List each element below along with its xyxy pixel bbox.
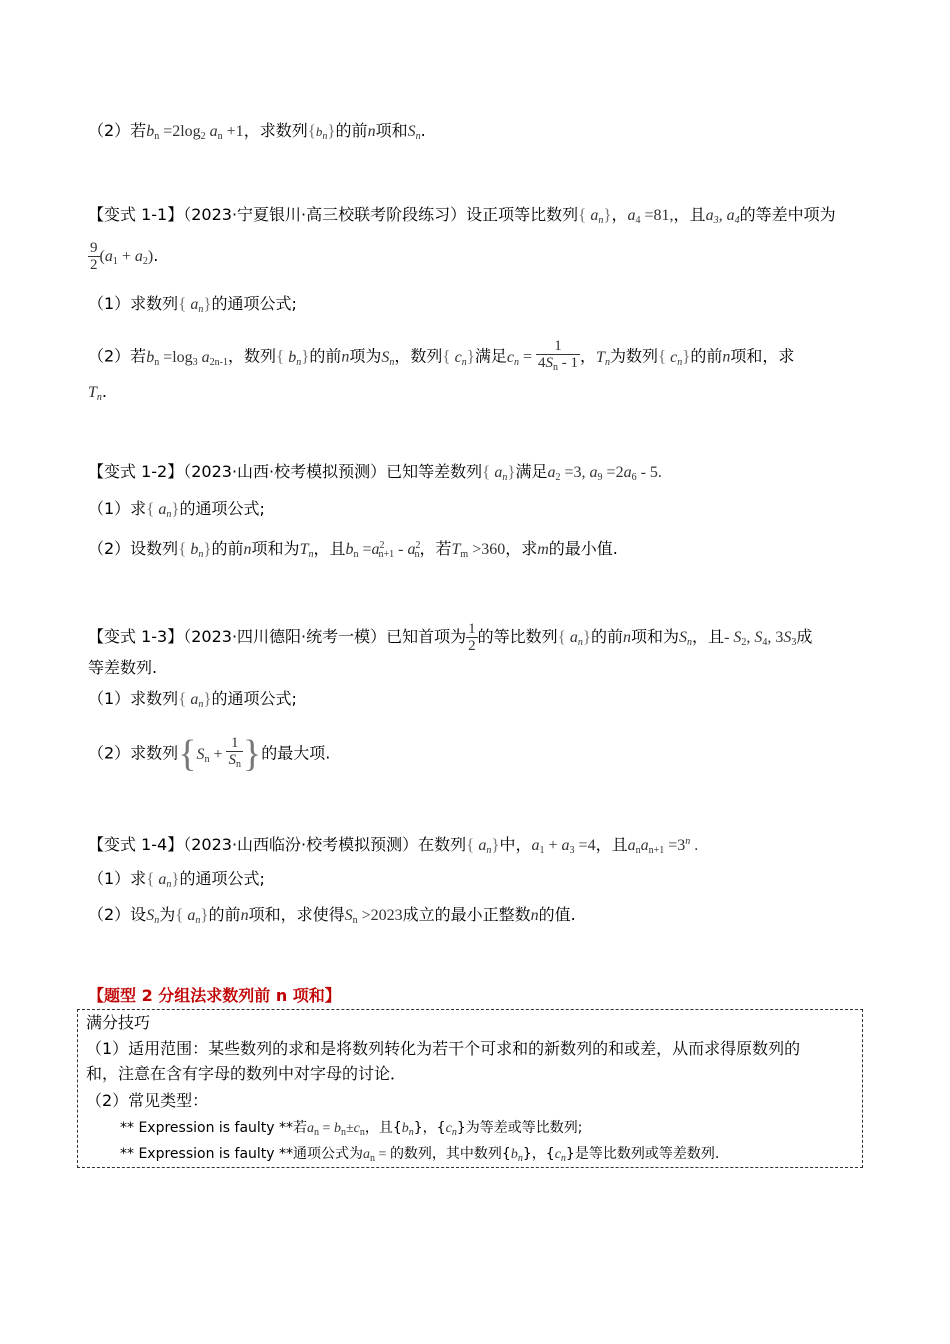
variant-1-2-part-2: （2）设数列{ $b_n$}的前n项和为$T_n$，且$b_n =a^2_{n+1} - a^2_n$，若$T_m >360$，求m的最小值. [88, 539, 618, 560]
variant-source: （2023·山西临汾·校考模拟预测） [183, 835, 419, 854]
tips-box [77, 1009, 863, 1168]
tips-line-5: ** Expression is faulty **通项公式为$a_n$ = 的数列，其中数列$\{b_n\}$，$\{c_n\}$是等比数列或等差数列. [120, 1146, 720, 1164]
tips-line-2: 和，注意在含有字母的数列中对字母的讨论． [86, 1064, 407, 1083]
variant-1-2-stem: 【变式 1-2】（2023·山西·校考模拟预测）已知等差数列{ $a_n$}满足$a_2 =3$, $a_9 =2a_6 - 5$. [88, 462, 662, 483]
variant-1-4-stem: 【变式 1-4】（2023·山西临汾·校考模拟预测）在数列{ $a_n$}中，$a_1 + a_3 =4$，且$a_na_{n+1} =3^n$ . [88, 835, 699, 856]
variant-1-4-part-1: （1）求{ $a_n$}的通项公式; [88, 869, 265, 890]
math-bn-formula: $b_n =2\log_2$ $a_n +1$ [146, 123, 244, 142]
variant-1-1-stem: 【变式 1-1】（2023·宁夏银川·高三校联考阶段练习）设正项等比数列{ $a_n$}，$a_4 =81$,，且$a_3$, $a_4$的等差中项为 [88, 205, 836, 226]
variant-1-4-part-2: （2）设$S_n$为{ $a_n$}的前n项和，求使得$S_n >2023$成立的最小正整数n的值. [88, 905, 576, 926]
variant-source: （2023·宁夏银川·高三校联考阶段练习） [183, 205, 467, 224]
tips-line-1: （1）适用范围：某些数列的求和是将数列转化为若干个可求和的新数列的和或差，从而求得原数列的 [86, 1039, 801, 1058]
variant-source: （2023·山西·校考模拟预测） [183, 462, 387, 481]
tips-line-3: （2）常见类型： [86, 1091, 209, 1110]
fraction-1-2: $\frac{1}{2}$ [468, 621, 476, 654]
variant-1-3-stem: 【变式 1-3】（2023·四川德阳·统考一模）已知首项为 $\frac{1}{2}$ 的等比数列{ $a_n$}的前n项和为$S_n$，且- $S_2$, $S_4$, $3S_3$成 [88, 621, 813, 654]
variant-1-1-stem-cont: $\frac{9}{2}$ $(a_1 + a_2)$. [90, 240, 159, 273]
fraction-1-Sn: $\frac{1}{S_n}$ [228, 735, 241, 770]
variant-1-3-part-1: （1）求数列{ $a_n$}的通项公式; [88, 689, 297, 710]
variant-label: 【变式 1-4】 [88, 835, 184, 854]
variant-1-2-part-1: （1）求{ $a_n$}的通项公式; [88, 499, 265, 520]
variant-label: 【变式 1-3】 [88, 627, 184, 646]
fraction-cn: $\frac{1}{4S_n - 1}$ [538, 338, 579, 373]
variant-1-1-part-1: （1）求数列{ $a_n$}的通项公式; [88, 294, 297, 315]
variant-label: 【变式 1-2】 [88, 462, 184, 481]
variant-1-3-stem-cont: 等差数列. [88, 658, 158, 677]
fraction-9-2: $\frac{9}{2}$ [90, 240, 98, 273]
section-heading: 【题型 2 分组法求数列前 n 项和】 [88, 986, 341, 1005]
variant-label: 【变式 1-1】 [88, 205, 184, 224]
tips-title: 满分技巧 [86, 1013, 151, 1032]
variant-1-1-part-2: （2）若$b_n =\log_3$ $a_{2n-1}$，数列{ $b_n$}的前n项为$S_n$，数列{ $c_n$}满足$c_n$ = $\frac{1}{4S_n - 1}$ ，$T_n$为数列{ $c_n$}的前n项和，求 [88, 338, 794, 376]
tips-line-4: ** Expression is faulty **若$a_n = b_n\pm c_n$，且$\{b_n\}$，$\{c_n\}$为等差或等比数列; [120, 1120, 583, 1138]
variant-source: （2023·四川德阳·统考一模） [183, 627, 387, 646]
variant-1-3-part-2: （2）求数列{$S_n$ + $\frac{1}{S_n}$ }的最大项. [88, 733, 331, 775]
problem-1-part-2: （2）若$b_n =2\log_2$ $a_n +1$，求数列$\{b_n\}$的前n项和$S_n$. [88, 121, 426, 142]
variant-1-1-part-2-cont: $T_n$. [88, 382, 107, 403]
